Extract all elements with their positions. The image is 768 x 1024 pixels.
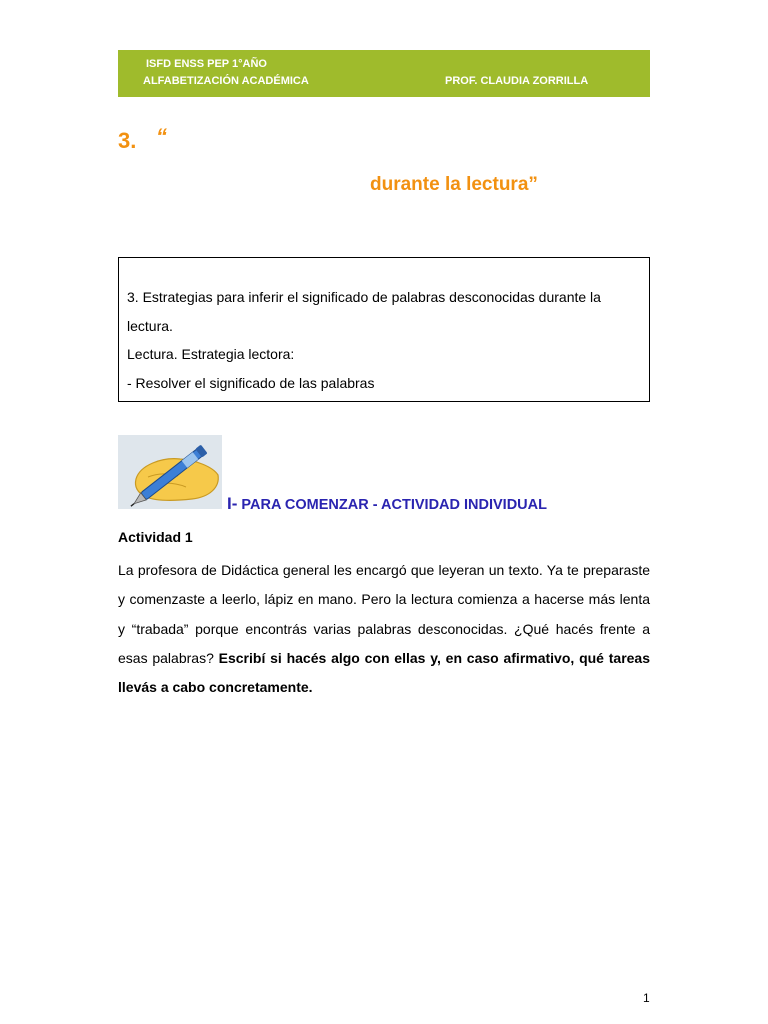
topic-line-1: 3. Estrategias para inferir el significado de palabras desconocidas durante la lectura. xyxy=(127,289,601,334)
hand-writing-with-pen-icon xyxy=(118,435,222,509)
page-number: 1 xyxy=(643,991,650,1005)
activity-heading-text: PARA COMENZAR - ACTIVIDAD INDIVIDUAL xyxy=(237,497,547,513)
topic-line-2: Lectura. Estrategia lectora: xyxy=(127,346,295,362)
activity-paragraph-plain: La profesora de Didáctica general les encargó que leyeran un texto. Ya te preparaste y comenzaste a leerlo, lápiz en mano. Pero la lectura comienza a hacerse más lenta y “trabada” porque encontrás varias palabras desconocidas. ¿Qué hacés frente a esas palabras? xyxy=(118,562,650,666)
page-header xyxy=(118,50,650,97)
activity-title: Actividad 1 xyxy=(118,529,193,545)
topic-box xyxy=(118,257,650,402)
activity-section-heading xyxy=(227,494,547,514)
activity-paragraph-instruction: Escribí si hacés algo con ellas y, en caso afirmativo, qué tareas llevás a cabo concretamente. xyxy=(118,649,651,696)
topic-box-text xyxy=(127,283,641,397)
activity-roman-numeral: I- xyxy=(227,494,238,513)
section-open-quote: “ xyxy=(156,124,167,149)
section-title: durante la lectura” xyxy=(370,174,538,195)
activity-paragraph xyxy=(118,556,650,702)
header-institution: ISFD ENSS PEP 1°AÑO xyxy=(146,58,267,70)
section-number: 3. xyxy=(118,128,137,153)
header-course: ALFABETIZACIÓN ACADÉMICA xyxy=(143,75,309,87)
topic-line-3: - Resolver el significado de las palabras xyxy=(127,374,375,391)
header-professor: PROF. CLAUDIA ZORRILLA xyxy=(445,75,589,87)
